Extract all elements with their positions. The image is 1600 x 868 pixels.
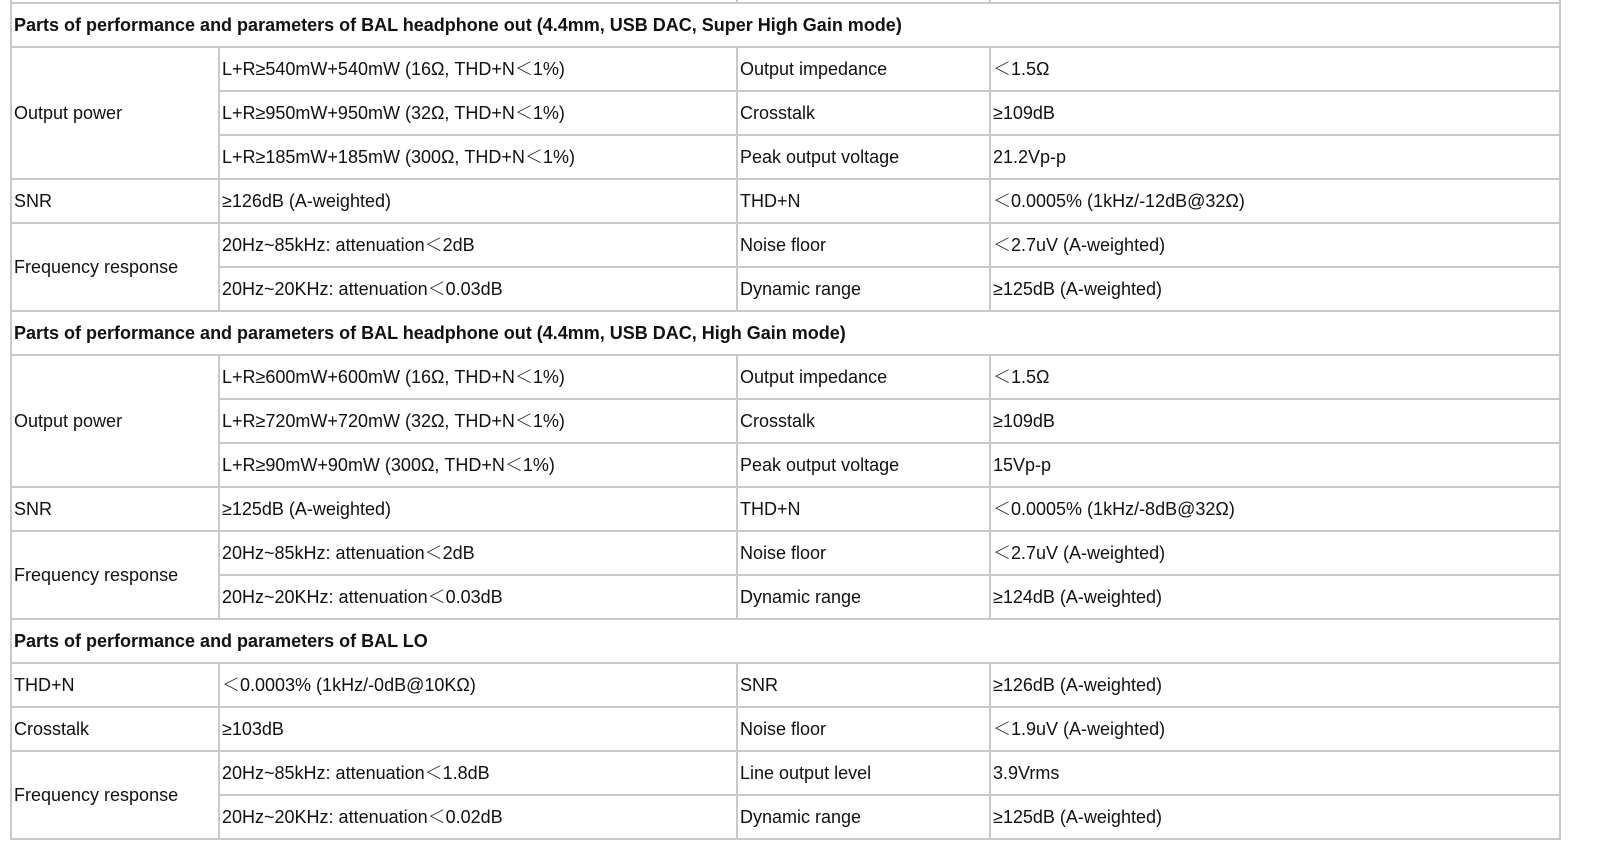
param-label: Noise floor: [737, 531, 990, 575]
param-value: ≥109dB: [990, 91, 1560, 135]
param-label: Dynamic range: [737, 795, 990, 839]
spec-value: L+R≥950mW+950mW (32Ω, THD+N＜1%): [219, 91, 737, 135]
param-value: 21.2Vp-p: [990, 135, 1560, 179]
param-value: ≥124dB (A-weighted): [990, 575, 1560, 619]
param-label: Noise floor: [737, 707, 990, 751]
spec-table: [10, 0, 1561, 840]
param-label: SNR: [737, 663, 990, 707]
param-label: Output impedance: [737, 355, 990, 399]
table-row: [11, 179, 1560, 223]
table-row: [11, 663, 1560, 707]
param-value: ＜0.0005% (1kHz/-12dB@32Ω): [990, 179, 1560, 223]
param-value: ≥125dB (A-weighted): [990, 795, 1560, 839]
spec-value: L+R≥540mW+540mW (16Ω, THD+N＜1%): [219, 47, 737, 91]
row-label-output-power: Output power: [11, 47, 219, 179]
spec-value: L+R≥600mW+600mW (16Ω, THD+N＜1%): [219, 355, 737, 399]
spec-value: 20Hz~20KHz: attenuation＜0.02dB: [219, 795, 737, 839]
section-header-row: [11, 3, 1560, 47]
param-value: ＜2.7uV (A-weighted): [990, 531, 1560, 575]
param-value: ＜1.5Ω: [990, 47, 1560, 91]
table-row: [11, 355, 1560, 399]
row-label-frequency-response: Frequency response: [11, 751, 219, 839]
param-value: ＜1.9uV (A-weighted): [990, 707, 1560, 751]
table-row: [11, 751, 1560, 795]
param-label: Crosstalk: [737, 91, 990, 135]
param-value: ＜1.5Ω: [990, 355, 1560, 399]
table-row: [11, 223, 1560, 267]
row-label-frequency-response: Frequency response: [11, 531, 219, 619]
table-row: [11, 91, 1560, 135]
param-label: Peak output voltage: [737, 443, 990, 487]
param-value: ≥109dB: [990, 399, 1560, 443]
section-title: Parts of performance and parameters of BAL headphone out (4.4mm, USB DAC, High Gain mode): [11, 311, 1560, 355]
param-value: ≥125dB (A-weighted): [990, 267, 1560, 311]
section-header-row: [11, 619, 1560, 663]
row-label-output-power: Output power: [11, 355, 219, 487]
spec-value: 20Hz~20KHz: attenuation＜0.03dB: [219, 575, 737, 619]
row-label-crosstalk: Crosstalk: [11, 707, 219, 751]
param-value: 15Vp-p: [990, 443, 1560, 487]
param-label: Crosstalk: [737, 399, 990, 443]
spec-value: 20Hz~20KHz: attenuation＜0.03dB: [219, 267, 737, 311]
param-label: THD+N: [737, 487, 990, 531]
row-label-snr: SNR: [11, 487, 219, 531]
table-row: [11, 531, 1560, 575]
param-label: Peak output voltage: [737, 135, 990, 179]
spec-value: L+R≥720mW+720mW (32Ω, THD+N＜1%): [219, 399, 737, 443]
param-value: 3.9Vrms: [990, 751, 1560, 795]
param-value: ＜0.0005% (1kHz/-8dB@32Ω): [990, 487, 1560, 531]
row-label-thd: THD+N: [11, 663, 219, 707]
table-row: [11, 575, 1560, 619]
param-label: Line output level: [737, 751, 990, 795]
param-label: Dynamic range: [737, 575, 990, 619]
table-row: [11, 267, 1560, 311]
param-value: ＜2.7uV (A-weighted): [990, 223, 1560, 267]
table-row: [11, 487, 1560, 531]
spec-value: 20Hz~85kHz: attenuation＜2dB: [219, 531, 737, 575]
spec-value: ≥103dB: [219, 707, 737, 751]
table-row: [11, 795, 1560, 839]
section-header-row: [11, 311, 1560, 355]
spec-value: ≥126dB (A-weighted): [219, 179, 737, 223]
row-label-frequency-response: Frequency response: [11, 223, 219, 311]
spec-value: ＜0.0003% (1kHz/-0dB@10KΩ): [219, 663, 737, 707]
table-row: [11, 443, 1560, 487]
param-label: Dynamic range: [737, 267, 990, 311]
spec-value: 20Hz~85kHz: attenuation＜1.8dB: [219, 751, 737, 795]
spec-value: L+R≥185mW+185mW (300Ω, THD+N＜1%): [219, 135, 737, 179]
table-row: [11, 135, 1560, 179]
table-row: [11, 47, 1560, 91]
param-label: THD+N: [737, 179, 990, 223]
param-value: ≥126dB (A-weighted): [990, 663, 1560, 707]
spec-value: ≥125dB (A-weighted): [219, 487, 737, 531]
param-label: Output impedance: [737, 47, 990, 91]
spec-value: L+R≥90mW+90mW (300Ω, THD+N＜1%): [219, 443, 737, 487]
table-row: [11, 399, 1560, 443]
table-row: [11, 707, 1560, 751]
spec-value: 20Hz~85kHz: attenuation＜2dB: [219, 223, 737, 267]
section-title: Parts of performance and parameters of BAL headphone out (4.4mm, USB DAC, Super High Gain mode): [11, 3, 1560, 47]
param-label: Noise floor: [737, 223, 990, 267]
row-label-snr: SNR: [11, 179, 219, 223]
section-title: Parts of performance and parameters of BAL LO: [11, 619, 1560, 663]
